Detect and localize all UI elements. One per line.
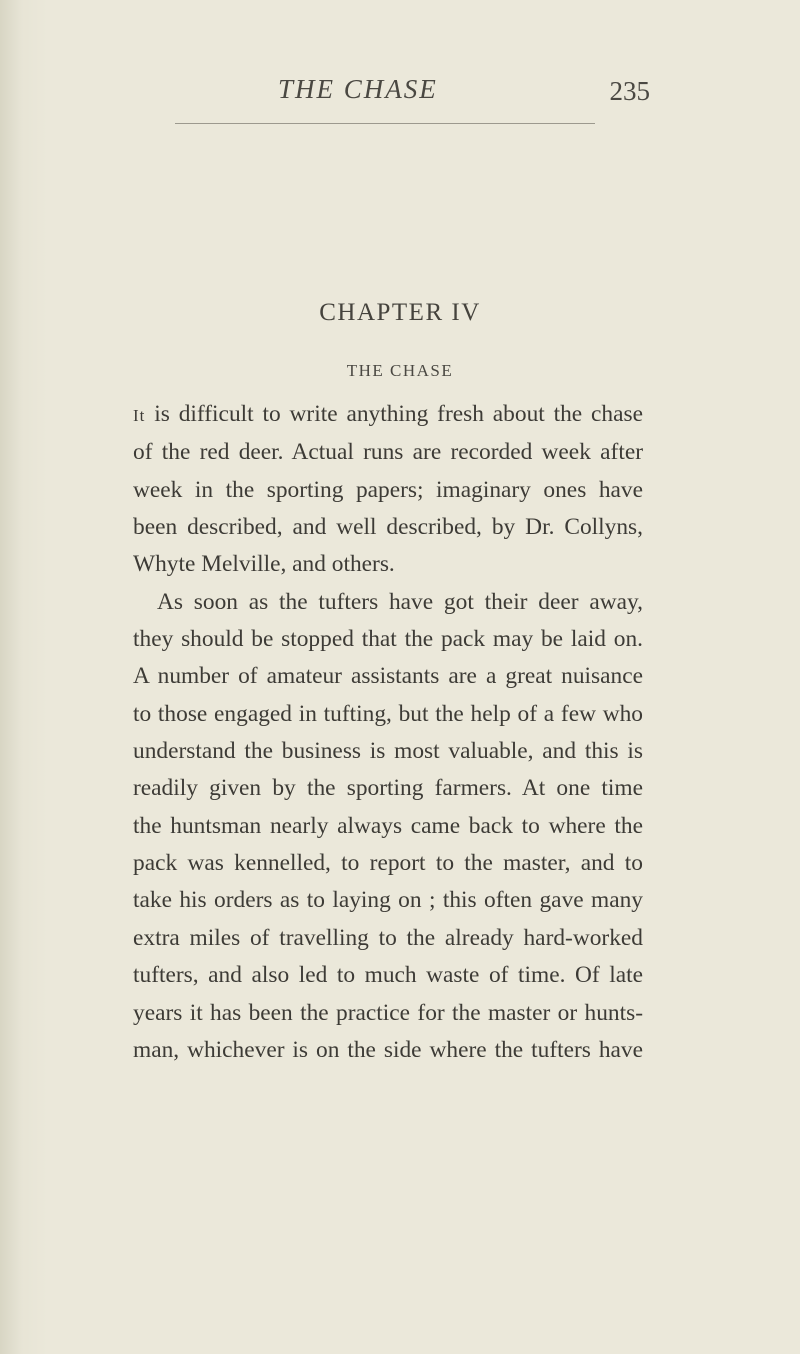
text-line-10: understand the business is most valuable, and this is (133, 738, 643, 765)
chapter-heading: CHAPTER IV (319, 299, 481, 326)
body-text (133, 396, 643, 1069)
chapter-subtitle: THE CHASE (346, 361, 454, 380)
text-line-14: take his orders as to laying on ; this often gave many (133, 887, 643, 914)
text-line-18: man, whichever is on the side where the tufters have (133, 1036, 643, 1063)
text-line-8: A number of amateur assistants are a great nuisance (133, 663, 643, 690)
text-line-17: years it has been the practice for the master or hunts- (133, 999, 643, 1026)
text-line-7: they should be stopped that the pack may be laid on. (133, 626, 643, 653)
text-line-2: of the red deer. Actual runs are recorded week after (133, 439, 643, 466)
running-head-title: THE CHASE (278, 74, 438, 104)
text-line-9: to those engaged in tufting, but the help of a few who (133, 700, 643, 727)
text-line-12: the huntsman nearly always came back to where the (133, 812, 643, 839)
text-line-1-rest: is difficult to write anything fresh about the chase (145, 401, 643, 427)
header-rule (175, 123, 595, 124)
drop-cap-word: It (133, 406, 146, 425)
text-line-11: readily given by the sporting farmers. At one time (133, 775, 643, 802)
running-head (170, 74, 650, 114)
text-line-3: week in the sporting papers; imaginary ones have (133, 476, 643, 503)
text-line-1 (133, 396, 643, 434)
text-line-5: Whyte Melville, and others. (133, 551, 395, 578)
text-line-16: tufters, and also led to much waste of time. Of late (133, 962, 643, 989)
text-line-4: been described, and well described, by Dr. Collyns, (133, 514, 643, 541)
page-number: 235 (609, 76, 650, 106)
text-line-6: As soon as the tufters have got their deer away, (157, 588, 643, 615)
text-line-15: extra miles of travelling to the already hard-worked (133, 924, 643, 951)
text-line-13: pack was kennelled, to report to the master, and to (133, 850, 643, 877)
